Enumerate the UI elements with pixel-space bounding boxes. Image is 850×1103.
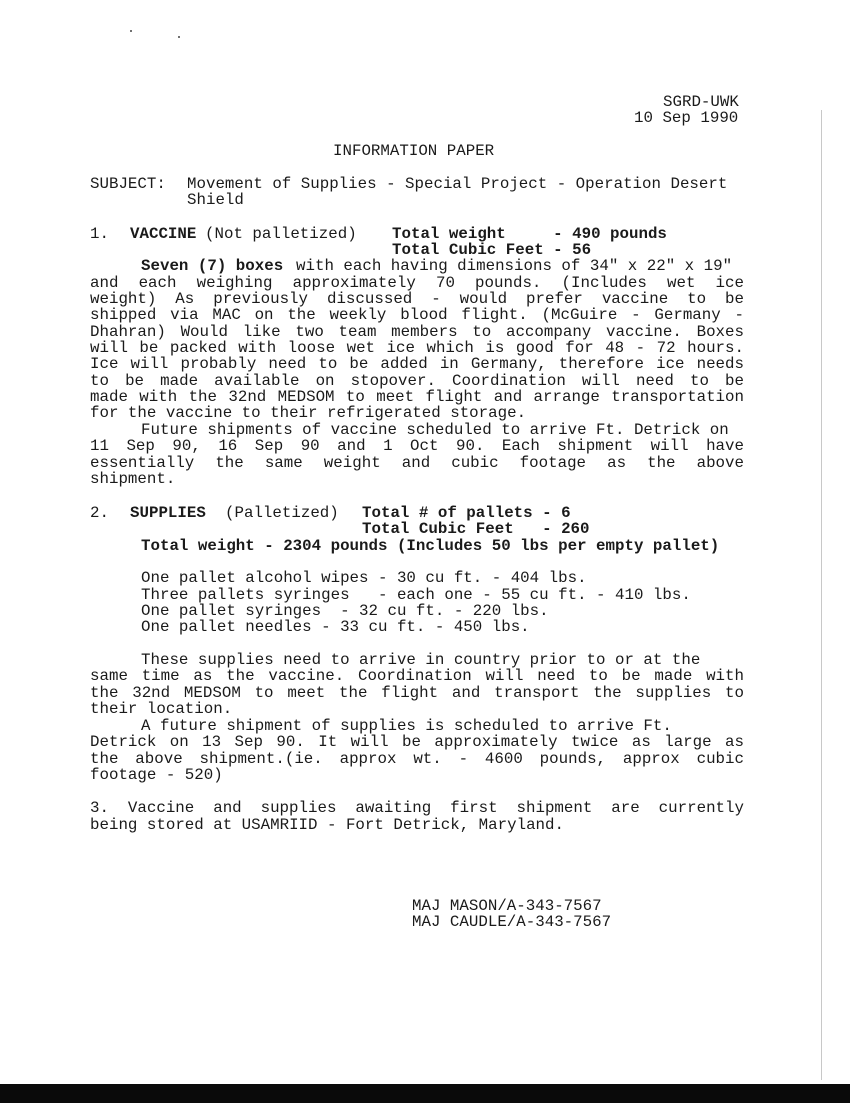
- supply-item: One pallet syringes - 32 cu ft. - 220 lbs.: [141, 602, 549, 620]
- section-1-para-1-line: weight) As previously discussed - would prefer vaccine to be: [90, 290, 744, 308]
- section-1-para-1-line: to be made available on stopover. Coordination will need to be: [90, 372, 744, 390]
- section-2-heading-note: (Palletized): [225, 504, 339, 522]
- section-1-total-cubic: Total Cubic Feet - 56: [392, 241, 592, 259]
- section-1-para-1-line: Ice will probably need to be added in Germany, therefore ice needs: [90, 355, 744, 373]
- section-1-para-2-line: essentially the same weight and cubic footage as the above: [90, 454, 744, 472]
- section-2-total-pallets: Total # of pallets - 6: [362, 504, 571, 522]
- office-symbol: SGRD-UWK: [663, 93, 739, 111]
- section-2-para-1-line: the 32nd MEDSOM to meet the flight and transport the supplies to: [90, 684, 744, 702]
- section-1-para-1-line: and each weighing approximately 70 pounds. (Includes wet ice: [90, 274, 744, 292]
- subject-label: SUBJECT:: [90, 175, 166, 193]
- section-2-para-2-last-line: footage - 520): [90, 766, 223, 784]
- section-1-total-weight: Total weight - 490 pounds: [392, 225, 667, 243]
- section-1-para-1-line: Dhahran) Would like two team members to accompany vaccine. Boxes: [90, 323, 744, 341]
- supply-item: One pallet needles - 33 cu ft. - 450 lbs.: [141, 618, 530, 636]
- section-1-para-1-line: will be packed with loose wet ice which is good for 48 - 72 hours.: [90, 339, 744, 357]
- section-1-para-2-first-line: Future shipments of vaccine scheduled to arrive Ft. Detrick on: [141, 421, 729, 439]
- section-1-para-1-line: shipped via MAC on the weekly blood flight. (McGuire - Germany -: [90, 306, 744, 324]
- subject-line-2: Shield: [187, 191, 244, 209]
- section-1-para-1-line-1: with each having dimensions of 34" x 22" x 19": [296, 257, 733, 275]
- scan-speck: [130, 30, 132, 32]
- section-1-heading: VACCINE: [130, 225, 197, 243]
- section-2-para-2-line: Detrick on 13 Sep 90. It will be approximately twice as large as: [90, 733, 744, 751]
- section-3-line-1: 3. Vaccine and supplies awaiting first shipment are currently: [90, 799, 744, 817]
- section-1-heading-note: (Not palletized): [205, 225, 357, 243]
- section-1-number: 1.: [90, 225, 109, 243]
- section-2-heading: SUPPLIES: [130, 504, 206, 522]
- contact-line: MAJ MASON/A-343-7567: [412, 897, 602, 915]
- section-1-para-2-line: 11 Sep 90, 16 Sep 90 and 1 Oct 90. Each shipment will have: [90, 437, 744, 455]
- section-1-para-1-line: made with the 32nd MEDSOM to meet flight and arrange transportation: [90, 388, 744, 406]
- section-2-para-2-first-line: A future shipment of supplies is scheduled to arrive Ft.: [141, 717, 672, 735]
- section-2-para-2-line: the above shipment.(ie. approx wt. - 4600 pounds, approx cubic: [90, 750, 744, 768]
- section-2-total-cubic: Total Cubic Feet - 260: [362, 520, 590, 538]
- section-3-line-2: being stored at USAMRIID - Fort Detrick, Maryland.: [90, 816, 564, 834]
- document-date: 10 Sep 1990: [634, 109, 739, 127]
- section-1-bold-lead: Seven (7) boxes: [141, 257, 284, 275]
- subject-line-1: Movement of Supplies - Special Project - Operation Desert: [187, 175, 728, 193]
- section-2-number: 2.: [90, 504, 109, 522]
- section-2-para-1-first-line: These supplies need to arrive in country prior to or at the: [141, 651, 701, 669]
- section-1-para-1-last-line: for the vaccine to their refrigerated storage.: [90, 404, 527, 422]
- contact-line: MAJ CAUDLE/A-343-7567: [412, 913, 612, 931]
- supply-item: One pallet alcohol wipes - 30 cu ft. - 404 lbs.: [141, 569, 587, 587]
- section-1-para-2-last-line: shipment.: [90, 470, 176, 488]
- scan-bottom-bar: [0, 1084, 850, 1103]
- scan-speck: [178, 36, 180, 38]
- page-title: INFORMATION PAPER: [333, 142, 495, 160]
- section-2-para-1-last-line: their location.: [90, 700, 233, 718]
- supply-item: Three pallets syringes - each one - 55 cu ft. - 410 lbs.: [141, 586, 691, 604]
- section-2-total-weight: Total weight - 2304 pounds (Includes 50 lbs per empty pallet): [141, 537, 720, 555]
- section-2-para-1-line: same time as the vaccine. Coordination will need to be made with: [90, 667, 744, 685]
- scan-edge-line: [821, 110, 822, 1080]
